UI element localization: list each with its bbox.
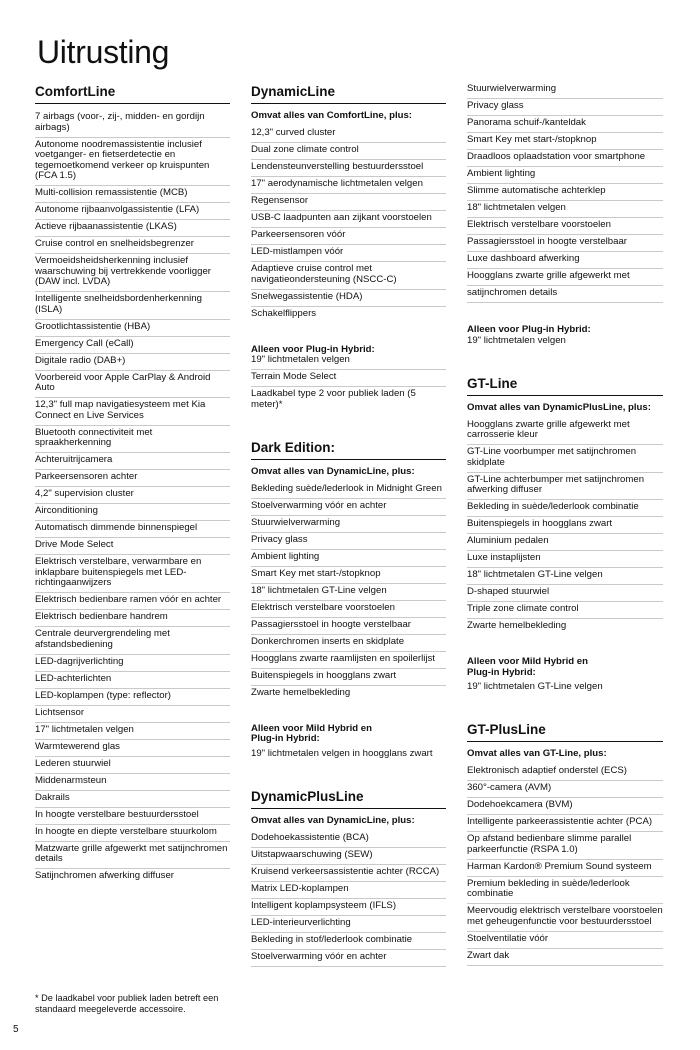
list-item: Matrix LED-koplampen xyxy=(251,882,446,899)
list-item: 19" lichtmetalen velgen in hoogglans zwart xyxy=(251,747,433,759)
list-item: Hoogglans zwarte raamlijsten en spoilerlijst xyxy=(251,652,446,669)
list-item: Stoelverwarming vóór en achter xyxy=(251,499,446,516)
list-item: Elektronisch adaptief onderstel (ECS) xyxy=(467,764,663,781)
list-item: 18" lichtmetalen velgen xyxy=(467,201,663,218)
list-item: 18" lichtmetalen GT-Line velgen xyxy=(251,584,446,601)
list-item: 12,3" curved cluster xyxy=(251,126,446,143)
dynamicline-list xyxy=(251,126,446,323)
list-item: Luxe instaplijsten xyxy=(467,551,663,568)
section-intro: Omvat alles van DynamicLine, plus: xyxy=(251,465,415,477)
mhev-label: Alleen voor Mild Hybrid en Plug-in Hybrid: xyxy=(251,722,373,744)
list-item: Multi-collision remassistentie (MCB) xyxy=(35,186,230,203)
list-item: 7 airbags (voor-, zij-, midden- en gordijn airbags) xyxy=(35,110,230,138)
list-item: LED-koplampen (type: reflector) xyxy=(35,689,230,706)
list-item: Zwart dak xyxy=(467,949,663,966)
list-item: Hoogglans zwarte grille afgewerkt met carrosserie kleur xyxy=(467,418,663,446)
list-item: Parkeersensoren vóór xyxy=(251,228,446,245)
list-item: Elektrisch bedienbare ramen vóór en achter xyxy=(35,593,230,610)
list-item: Lichtsensor xyxy=(35,706,230,723)
list-item: Ambient lighting xyxy=(467,167,663,184)
list-item: GT-Line achterbumper met satijnchromen afwerking diffuser xyxy=(467,473,663,501)
list-item: Triple zone climate control xyxy=(467,602,663,619)
list-item: Zwarte hemelbekleding xyxy=(251,686,351,698)
list-item: Actieve rijbaanassistentie (LKAS) xyxy=(35,220,230,237)
list-item: Ambient lighting xyxy=(251,550,446,567)
list-item: Intelligente snelheidsbordenherkenning (ISLA) xyxy=(35,292,230,320)
list-item: Warmtewerend glas xyxy=(35,740,230,757)
list-item: Passagiersstoel in hoogte verstelbaar xyxy=(251,618,446,635)
section-intro: Omvat alles van DynamicPlusLine, plus: xyxy=(467,401,651,413)
list-item: 19" lichtmetalen velgen xyxy=(467,334,566,346)
list-item: Terrain Mode Select xyxy=(251,370,446,387)
list-item: Kruisend verkeersassistentie achter (RCCA) xyxy=(251,865,446,882)
section-heading-gt-plusline: GT-PlusLine xyxy=(467,720,663,742)
section-intro: Omvat alles van DynamicLine, plus: xyxy=(251,814,415,826)
section-intro: Omvat alles van ComfortLine, plus: xyxy=(251,110,412,121)
list-item: LED-dagrijverlichting xyxy=(35,655,230,672)
list-item: Emergency Call (eCall) xyxy=(35,337,230,354)
page-number: 5 xyxy=(13,1024,19,1035)
list-item: Autonome rijbaanvolgassistentie (LFA) xyxy=(35,203,230,220)
list-item: 17" lichtmetalen velgen xyxy=(35,723,230,740)
list-item: Privacy glass xyxy=(251,533,446,550)
list-item: Voorbereid voor Apple CarPlay & Android Auto xyxy=(35,371,230,399)
column-comfortline xyxy=(35,82,230,885)
footnote: * De laadkabel voor publiek laden betreft een standaard meegeleverde accessoire. xyxy=(35,993,219,1014)
list-item: In hoogte en diepte verstelbare stuurkolom xyxy=(35,825,230,842)
list-item: Bekleding in stof/lederlook combinatie xyxy=(251,933,446,950)
list-item: Achteruitrijcamera xyxy=(35,453,230,470)
section-heading-dynamicline: DynamicLine xyxy=(251,82,446,104)
column-gt xyxy=(467,82,663,966)
page-title: Uitrusting xyxy=(37,34,170,70)
list-item: Dodehoekcamera (BVM) xyxy=(467,798,663,815)
list-item: Middenarmsteun xyxy=(35,774,230,791)
list-item: Passagiersstoel in hoogte verstelbaar xyxy=(467,235,663,252)
comfortline-list xyxy=(35,110,230,885)
phev-label: Alleen voor Plug-in Hybrid: xyxy=(251,343,375,355)
list-item: Laadkabel type 2 voor publiek laden (5 meter)* xyxy=(251,388,416,410)
list-item: Stuurwielverwarming xyxy=(251,516,446,533)
dark-edition-list xyxy=(251,482,446,702)
section-heading-comfortline: ComfortLine xyxy=(35,82,230,104)
phev-label: Alleen voor Plug-in Hybrid: xyxy=(467,324,591,335)
list-item: Parkeersensoren achter xyxy=(35,470,230,487)
list-item: In hoogte verstelbare bestuurdersstoel xyxy=(35,808,230,825)
list-item: Donkerchromen inserts en skidplate xyxy=(251,635,446,652)
list-item: Uitstapwaarschuwing (SEW) xyxy=(251,848,446,865)
list-item: Lendensteunverstelling bestuurdersstoel xyxy=(251,160,446,177)
list-item: Grootlichtassistentie (HBA) xyxy=(35,320,230,337)
list-item: Lederen stuurwiel xyxy=(35,757,230,774)
list-item: LED-mistlampen vóór xyxy=(251,245,446,262)
section-heading-gt-line: GT-Line xyxy=(467,374,663,396)
list-item: Dual zone climate control xyxy=(251,143,446,160)
list-item: Digitale radio (DAB+) xyxy=(35,354,230,371)
list-item: LED-interieurverlichting xyxy=(251,916,446,933)
list-item: Dakrails xyxy=(35,791,230,808)
list-item: Elektrisch bedienbare handrem xyxy=(35,610,230,627)
list-item: Intelligent koplampsysteem (IFLS) xyxy=(251,899,446,916)
section-heading-dark-edition: Dark Edition: xyxy=(251,438,446,460)
list-item: Smart Key met start-/stopknop xyxy=(251,567,446,584)
list-item: Elektrisch verstelbare voorstoelen xyxy=(467,218,663,235)
list-item: 19" lichtmetalen velgen xyxy=(251,355,446,370)
list-item: USB-C laadpunten aan zijkant voorstoelen xyxy=(251,211,446,228)
list-item: Draadloos oplaadstation voor smartphone xyxy=(467,150,663,167)
gt-line-list xyxy=(467,418,663,636)
list-item: Luxe dashboard afwerking xyxy=(467,252,663,269)
list-item: Bluetooth connectiviteit met spraakherkenning xyxy=(35,426,230,454)
list-item: Stoelverwarming vóór en achter xyxy=(251,950,446,967)
list-item: Intelligente parkeerassistentie achter (PCA) xyxy=(467,815,663,832)
list-item: Centrale deurvergrendeling met afstandsbediening xyxy=(35,627,230,655)
list-item: Adaptieve cruise control met navigatieondersteuning (NSCC-C) xyxy=(251,262,446,290)
list-item: Schakelflippers xyxy=(251,307,317,319)
list-item: 18" lichtmetalen GT-Line velgen xyxy=(467,568,663,585)
list-item: Vermoeidsheidsherkenning inclusief waarschuwing bij vertrekkende voorligger (DAW incl. LVDA) xyxy=(35,254,230,292)
list-item: Smart Key met start-/stopknop xyxy=(467,133,663,150)
list-item: Elektrisch verstelbare voorstoelen xyxy=(251,601,446,618)
list-item: Drive Mode Select xyxy=(35,538,230,555)
list-item: Stoelventilatie vóór xyxy=(467,932,663,949)
dynamicplusline-list xyxy=(251,831,446,967)
section-intro: Omvat alles van GT-Line, plus: xyxy=(467,748,607,759)
list-item: Aluminium pedalen xyxy=(467,534,663,551)
list-item: Snelwegassistentie (HDA) xyxy=(251,290,446,307)
list-item: 12,3" full map navigatiesysteem met Kia Connect en Live Services xyxy=(35,398,230,426)
list-item: Regensensor xyxy=(251,194,446,211)
list-item: Airconditioning xyxy=(35,504,230,521)
list-item: Buitenspiegels in hoogglans zwart xyxy=(251,669,446,686)
list-item: Autonome noodremassistentie inclusief voetganger- en fietserdetectie en tegemoetkomend verkeer op kruispunten (FCA 1.5) xyxy=(35,138,230,187)
list-item: Zwarte hemelbekleding xyxy=(467,620,567,631)
list-item: Bekleding suède/lederlook in Midnight Green xyxy=(251,482,446,499)
list-item: Harman Kardon® Premium Sound systeem xyxy=(467,860,663,877)
gt-plusline-list xyxy=(467,764,663,966)
list-item: Panorama schuif-/kanteldak xyxy=(467,116,663,133)
list-item: LED-achterlichten xyxy=(35,672,230,689)
dynamicplusline-continued-list xyxy=(467,82,663,303)
list-item: 17" aerodynamische lichtmetalen velgen xyxy=(251,177,446,194)
list-item: Bekleding in suède/lederlook combinatie xyxy=(467,500,663,517)
mhev-label: Alleen voor Mild Hybrid en Plug-in Hybrid: xyxy=(467,656,589,678)
list-item: Privacy glass xyxy=(467,99,663,116)
list-item: Cruise control en snelheidsbegrenzer xyxy=(35,237,230,254)
list-item: Hoogglans zwarte grille afgewerkt met xyxy=(467,269,663,286)
list-item: Slimme automatische achterklep xyxy=(467,184,663,201)
list-item: Buitenspiegels in hoogglans zwart xyxy=(467,517,663,534)
list-item: GT-Line voorbumper met satijnchromen skidplate xyxy=(467,445,663,473)
list-item: 360°-camera (AVM) xyxy=(467,781,663,798)
list-item: Meervoudig elektrisch verstelbare voorstoelen met geheugenfunctie voor bestuurdersstoel xyxy=(467,904,663,932)
list-item: satijnchromen details xyxy=(467,286,663,303)
list-item: Automatisch dimmende binnenspiegel xyxy=(35,521,230,538)
list-item: 19" lichtmetalen GT-Line velgen xyxy=(467,681,603,692)
list-item: Premium bekleding in suède/lederlook combinatie xyxy=(467,877,663,905)
list-item: Satijnchromen afwerking diffuser xyxy=(35,870,175,881)
list-item: Op afstand bedienbare slimme parallel parkeerfunctie (RSPA 1.0) xyxy=(467,832,663,860)
column-dynamicline xyxy=(251,82,446,967)
list-item: 4,2" supervision cluster xyxy=(35,487,230,504)
list-item: Matzwarte grille afgewerkt met satijnchromen details xyxy=(35,842,230,870)
list-item: Dodehoekassistentie (BCA) xyxy=(251,831,446,848)
list-item: D-shaped stuurwiel xyxy=(467,585,663,602)
list-item: Elektrisch verstelbare, verwarmbare en inklapbare buitenspiegels met LED-richtingaanwijzers xyxy=(35,555,230,593)
list-item: Stuurwielverwarming xyxy=(467,82,663,99)
section-heading-dynamicplusline: DynamicPlusLine xyxy=(251,787,446,809)
